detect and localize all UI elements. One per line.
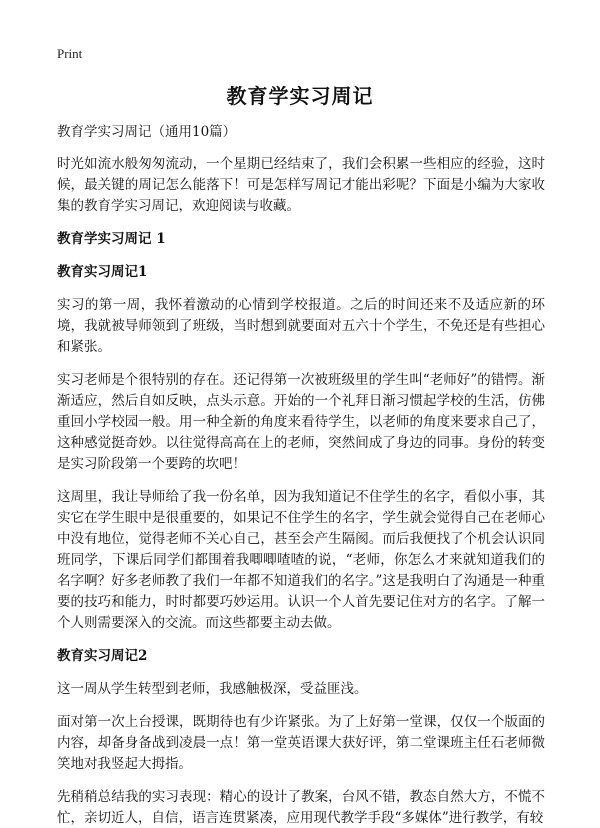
entry-paragraph: 这一周从学生转型到老师，我感触极深，受益匪浅。 — [57, 681, 368, 697]
entry-paragraph: 这周里，我让导师给了我一份名单，因为我知道记不住学生的名字，看似小事，其实它在学生眼中是很重要的，如果记不住学生的名字，学生就会觉得自己在老师心中没有地位，觉得老师不关心自己，甚至会产生隔阂。而后我便找了个机会认识同班同学，下课后同学们都围着我唧唧喳喳的说，“老师，你怎么才来就知道我们的名字啊？好多老师教了我们一年都不知道我们的名字。”这是我明白了沟通是一种重要的技巧和能力，时时都要巧妙运用。认识一个人首先要记住对方的名字。了解一个人则需要深入的交流。而这些都要主动去做。 — [57, 489, 545, 631]
entry-paragraph: 实习老师是个很特别的存在。还记得第一次被班级里的学生叫“老师好”的错愕。渐渐适应，然后自如反映，点头示意。开始的一个礼拜日渐习惯起学校的生活，仿佛重回小学校园一般。用一种全新的角度来看待学生，以老师的角度来要求自己了，这种感觉挺奇妙。以往觉得高高在上的老师，突然间成了身边的同事。身份的转变是实习阶段第一个要跨的坎吧！ — [57, 372, 545, 472]
print-link[interactable]: Print — [57, 46, 83, 61]
entry-paragraph: 先稍稍总结我的实习表现：精心的设计了教案，台风不错，教态自然大方，不慌不忙，亲切近人，自信，语言连贯紧凑，应用现代教学手段“多媒体”进行教学，有较 — [57, 789, 545, 826]
entry-heading: 教育实习周记2 — [57, 648, 148, 664]
document-subtitle: 教育学实习周记（通用10篇） — [57, 124, 237, 140]
entry-paragraph: 面对第一次上台授课，既期待也有少许紧张。为了上好第一堂课，仅仅一个版面的内容，却备身备战到凌晨一点！第一堂英语课大获好评，第二堂课班主任石老师微笑地对我竖起大拇指。 — [57, 714, 545, 772]
entry-paragraph: 实习的第一周，我怀着激动的心情到学校报道。之后的时间还来不及适应新的环境，我就被导师领到了班级，当时想到就要面对五六十个学生，不免还是有些担心和紧张。 — [57, 297, 545, 355]
entry-heading: 教育实习周记1 — [57, 264, 148, 280]
section-heading: 教育学实习周记 1 — [57, 231, 166, 247]
document-title: 教育学实习周记 — [226, 84, 374, 108]
intro-paragraph: 时光如流水般匆匆流动，一个星期已经结束了，我们会积累一些相应的经验，这时候，最关键的周记怎么能落下！可是怎样写周记才能出彩呢？下面是小编为大家收集的教育学实习周记，欢迎阅读与收藏。 — [57, 156, 545, 214]
document-body — [57, 122, 545, 828]
